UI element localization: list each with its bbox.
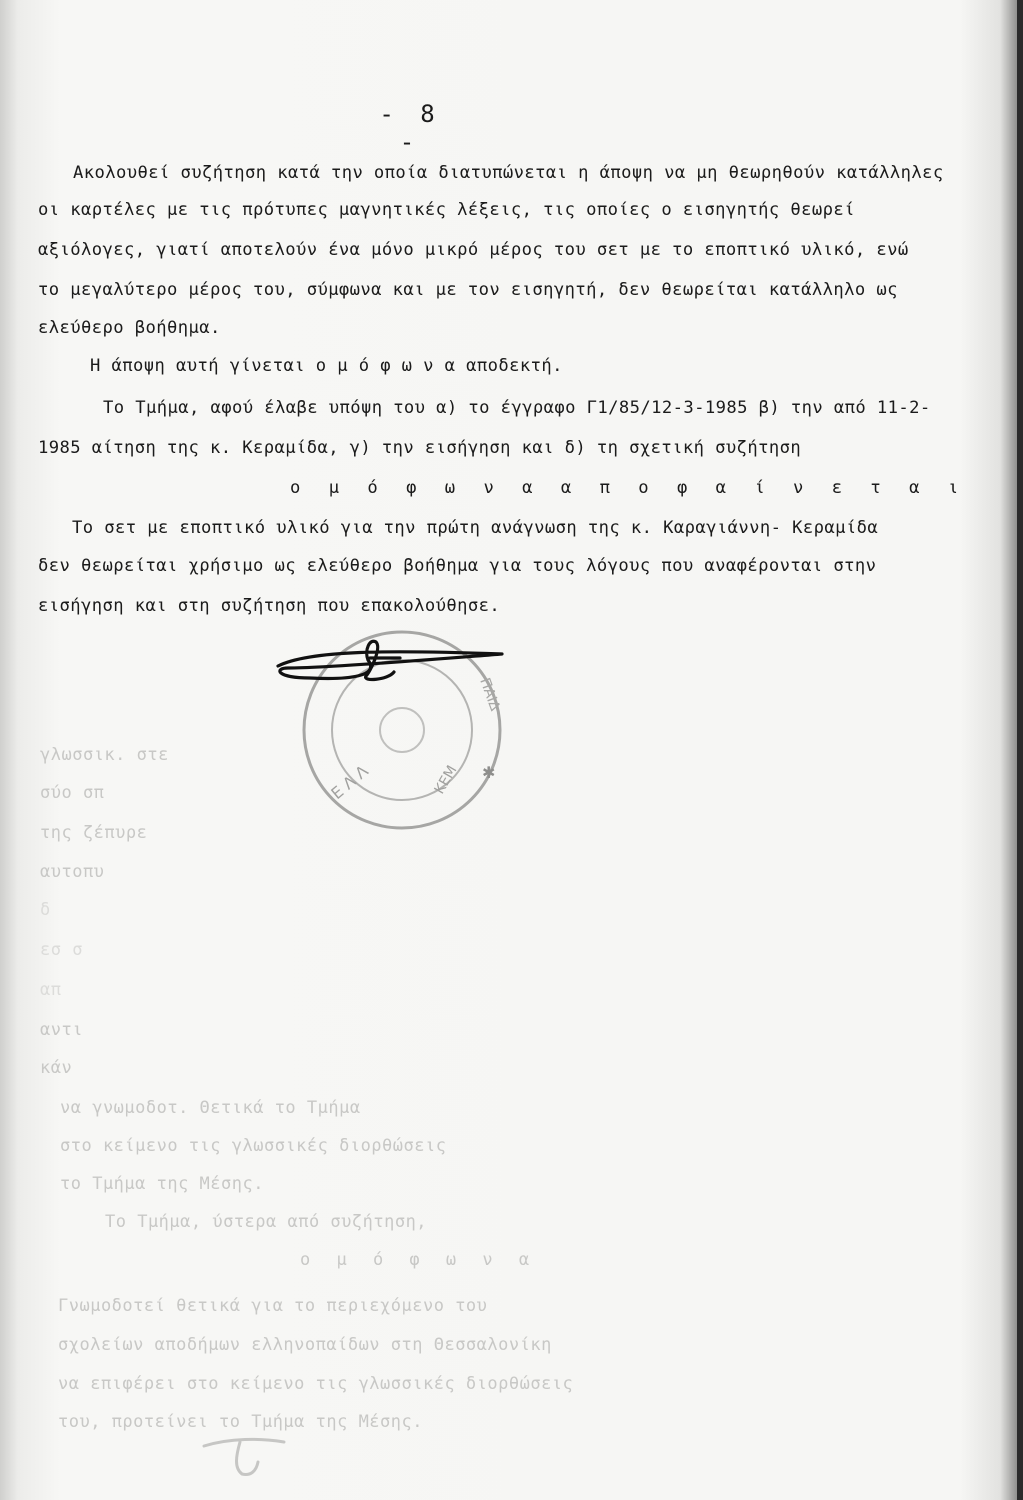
- bleed-through-line: του, προτείνει το Τμήμα της Μέσης.: [58, 1412, 423, 1432]
- bleed-through-line: απ: [40, 980, 62, 1000]
- svg-text:ΠΑΙΔ: ΠΑΙΔ: [476, 675, 503, 714]
- bleed-through-line: σύο σπ: [40, 783, 105, 803]
- paragraph-line: Ακολουθεί συζήτηση κατά την οποία διατυπώνεται η άποψη να μη θεωρηθούν κατάλληλες: [73, 163, 944, 183]
- paragraph-line: ελεύθερο βοήθημα.: [38, 318, 221, 338]
- paragraph-line: Το Τμήμα, αφού έλαβε υπόψη του α) το έγγραφο Γ1/85/12-3-1985 β) την από 11-2-: [103, 398, 931, 418]
- paragraph-line: εισήγηση και στη συζήτηση που επακολούθησε.: [38, 596, 501, 616]
- bleed-through-line: της ζέπυρε: [40, 823, 148, 843]
- bleed-through-line: Το Τμήμα, ύστερα από συζήτηση,: [105, 1212, 428, 1232]
- paragraph-line: 1985 αίτηση της κ. Κεραμίδα, γ) την εισήγηση και δ) τη σχετική συζήτηση: [38, 438, 802, 458]
- paragraph-line: το μεγαλύτερο μέρος του, σύμφωνα και με τον εισηγητή, δεν θεωρείται κατάλληλο ως: [38, 280, 898, 300]
- paragraph-line: δεν θεωρείται χρήσιμο ως ελεύθερο βοήθημα για τους λόγους που αναφέρονται στην: [38, 556, 877, 576]
- paragraph-line: Το σετ με εποπτικό υλικό για την πρώτη ανάγνωση της κ. Καραγιάννη- Κεραμίδα: [72, 518, 879, 538]
- bleed-through-line: να γνωμοδοτ. Θετικά το Τμήμα: [60, 1098, 361, 1118]
- svg-text:ΚΕΜ: ΚΕΜ: [431, 762, 461, 797]
- bleed-through-line: εσ σ: [40, 940, 83, 960]
- decision-heading: ο μ ό φ ω ν α α π ο φ α ί ν ε τ α ι: [290, 478, 968, 498]
- bleed-through-line: το Τμήμα της Μέσης.: [60, 1174, 264, 1194]
- page-number: - 8 -: [379, 100, 441, 156]
- signature: [270, 628, 520, 698]
- paragraph-line: αξιόλογες, γιατί αποτελούν ένα μόνο μικρό μέρος του σετ με το εποπτικό υλικό, ενώ: [38, 240, 909, 260]
- svg-text:Ε Λ Λ: Ε Λ Λ: [327, 761, 372, 804]
- bleed-through-initials: [200, 1432, 290, 1482]
- bleed-through-line: αντι: [40, 1020, 83, 1040]
- page-edge-shadow: [1017, 0, 1023, 1500]
- paragraph-line: Η άποψη αυτή γίνεται ο μ ό φ ω ν α αποδεκτή.: [90, 356, 563, 376]
- paragraph-line: οι καρτέλες με τις πρότυπες μαγνητικές λέξεις, τις οποίες ο εισηγητής θεωρεί: [38, 200, 855, 220]
- bleed-through-line: ο μ ό φ ω ν α: [300, 1250, 538, 1270]
- bleed-through-line: στο κείμενο τις γλωσσικές διορθώσεις: [60, 1136, 447, 1156]
- bleed-through-line: Γνωμοδοτεί θετικά για το περιεχόμενο του: [58, 1296, 488, 1316]
- bleed-through-line: να επιφέρει στο κείμενο τις γλωσσικές διορθώσεις: [58, 1374, 574, 1394]
- bleed-through-line: αυτοπυ: [40, 862, 105, 882]
- bleed-through-line: δ: [40, 900, 51, 920]
- bleed-through-line: κάν: [40, 1058, 73, 1078]
- bleed-through-line: σχολείων αποδήμων ελληνοπαίδων στη Θεσσαλονίκη: [58, 1335, 552, 1355]
- bleed-through-line: γλωσσικ. στε: [40, 745, 169, 765]
- svg-text:✱: ✱: [482, 763, 496, 782]
